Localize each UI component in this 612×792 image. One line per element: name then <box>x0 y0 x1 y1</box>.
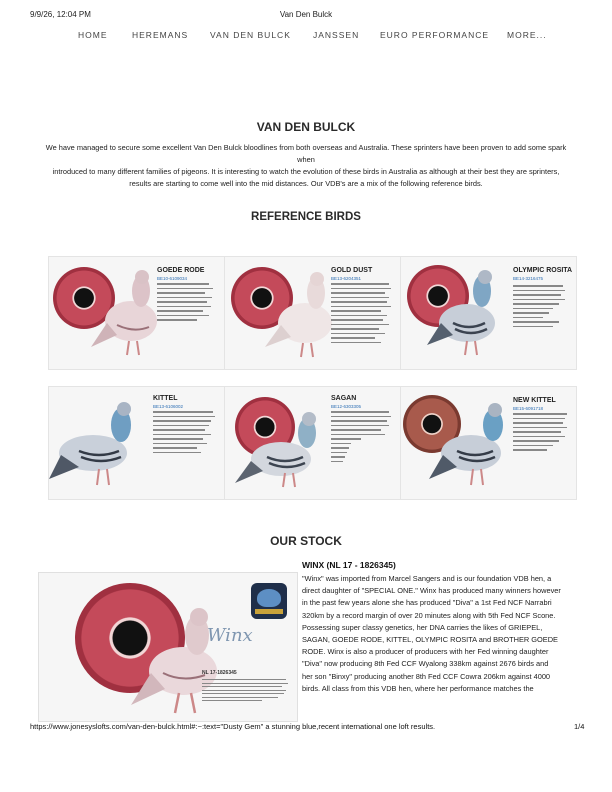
bird-name: KITTEL <box>153 395 178 402</box>
stock-line: "Winx" was imported from Marcel Sangers and is our foundation VDB hen, a <box>302 574 552 583</box>
reference-birds-title: REFERENCE BIRDS <box>251 211 361 223</box>
bird-details <box>153 411 219 456</box>
print-page-title: Van Den Bulck <box>279 10 333 19</box>
bird-ring: BE10-6109034 <box>157 276 188 281</box>
reference-card-goede-rode[interactable] <box>48 256 225 370</box>
stock-heading: WINX (NL 17 - 1826345) <box>302 560 396 570</box>
site-nav <box>0 30 612 46</box>
loft-logo <box>251 583 287 619</box>
pigeon-photo <box>49 393 149 493</box>
nav-euro-performance[interactable]: EURO PERFORMANCE <box>380 30 490 40</box>
stock-line: Possessing super classy genetics, her DNA carries the likes of GRIEPEL, <box>302 622 543 632</box>
print-datetime: 9/9/26, 12:04 PM <box>30 10 91 19</box>
stock-line: 320km by a record margin of over 20 minutes along with 5th Fed NCF Scone. <box>302 610 556 620</box>
stock-line: SAGAN, GOEDE RODE, KITTEL, OLYMPIC ROSITA and BROTHER GOEDE <box>302 635 558 645</box>
stock-description <box>302 573 580 695</box>
intro-text <box>40 142 572 190</box>
winx-card-details <box>202 679 290 704</box>
nav-more[interactable]: MORE... <box>507 30 547 40</box>
bird-name: GOEDE RODE <box>157 267 205 274</box>
bird-name: SAGAN <box>331 395 357 402</box>
reference-card-new-kittel[interactable] <box>400 386 577 500</box>
pigeon-photo <box>427 265 507 365</box>
bird-ring: BE13-6106002 <box>153 404 184 409</box>
bird-name: OLYMPIC ROSITA <box>513 267 573 274</box>
reference-card-sagan[interactable] <box>224 386 401 500</box>
bird-details <box>513 285 567 330</box>
stock-line: birds. All class from this VDB hen, where her performance matches the <box>302 683 534 693</box>
bird-ring: BE13-6204351 <box>331 276 362 281</box>
nav-heremans[interactable]: HEREMANS <box>132 30 189 40</box>
pigeon-photo <box>427 393 517 493</box>
reference-card-gold-dust[interactable] <box>224 256 401 370</box>
stock-line: direct daughter of "SPECIAL ONE." Winx has produced many winners however <box>302 586 561 596</box>
bird-name: NEW KITTEL <box>513 397 556 404</box>
print-page-number: 1/4 <box>574 722 585 731</box>
nav-home[interactable]: HOME <box>78 30 108 40</box>
winx-card-ring: NL 17-1826345 <box>202 670 237 676</box>
intro-line: introduced to many different families of pigeons. It is interesting to watch the evolution of these birds in Australia as although at their best they are sprinters, <box>52 167 560 176</box>
stock-line: RODE. Winx is also a producer of producers with her Fed winning daughter <box>302 647 549 657</box>
bird-details <box>331 283 393 346</box>
bird-details <box>513 413 571 454</box>
bird-ring: BE12-6303305 <box>331 404 362 409</box>
print-footer-url: https://www.jonesyslofts.com/van-den-bulck.html#:~:text="Dusty Gem" a stunning blue,recent international one loft results. <box>30 722 436 731</box>
stock-line: in the past few years alone she has produced "Diva" a 1st Fed NCF Narrabri <box>302 598 552 608</box>
bird-ring: BE14-3216475 <box>513 276 544 281</box>
intro-line: We have managed to secure some excellent Van Den Bulck bloodlines from both overseas and Australia. These sprinters have been proven to add some spark when <box>45 143 567 164</box>
stock-line: her son "Binxy" producing another 8th Fed CCF Cowra 206km against 4000 <box>302 671 551 681</box>
nav-janssen[interactable]: JANSSEN <box>313 30 360 40</box>
nav-van-den-bulck[interactable]: VAN DEN BULCK <box>210 30 291 40</box>
bird-details <box>157 283 215 324</box>
reference-card-kittel[interactable] <box>48 386 225 500</box>
pigeon-photo <box>229 397 329 497</box>
print-header <box>0 10 612 24</box>
bird-name: GOLD DUST <box>331 267 373 274</box>
our-stock-title: OUR STOCK <box>270 534 342 548</box>
bird-ring: BE15-6091718 <box>513 406 544 411</box>
intro-line: results are starting to come well into the mid distances. Our VDB's are a mix of the following reference birds. <box>129 179 483 188</box>
stock-card-winx[interactable] <box>38 572 298 722</box>
page-title: VAN DEN BULCK <box>256 120 356 134</box>
stock-line: "Diva" now producing 8th Fed CCF Wyalong 338km against 2676 birds and <box>302 659 549 669</box>
winx-script-label: Winx <box>207 625 253 646</box>
reference-card-olympic-rosita[interactable] <box>400 256 577 370</box>
bird-details <box>331 411 393 465</box>
